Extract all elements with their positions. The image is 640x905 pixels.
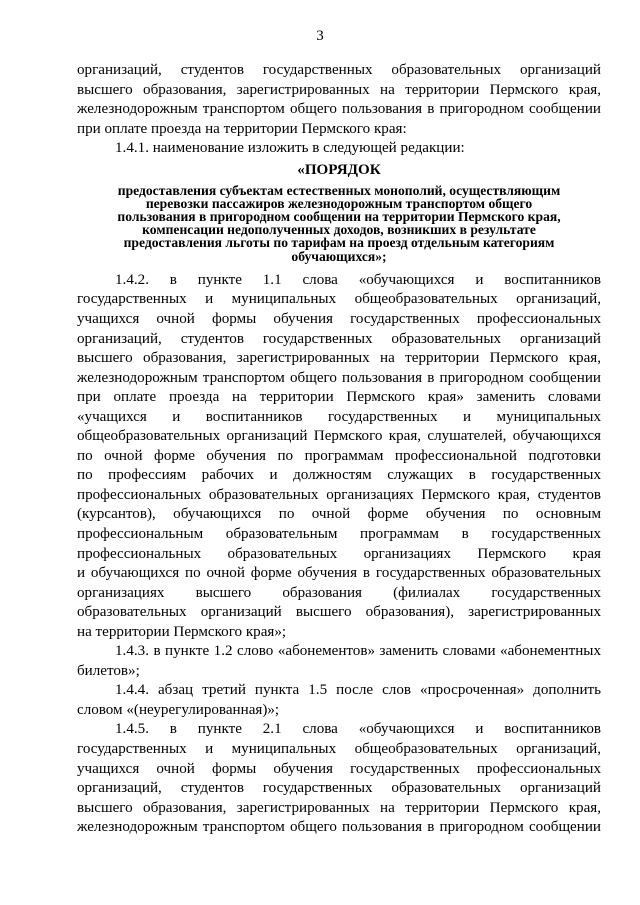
item-1-4-4: 1.4.4. абзац третий пункта 1.5 после слов «просроченная» дополнить [115,682,601,699]
order-subtitle-line: предоставления льготы по тарифам на проезд отдельным категориям [123,235,555,251]
text-line: учащихся очной формы обучения государственных профессиональных [77,760,601,777]
text-line: железнодорожным транспортом общего пользования в пригородном сообщении [77,101,601,118]
order-subtitle-line: пользования в пригородном сообщении на территории Пермского края, [117,209,561,225]
text-line: профессиональных образовательных организациях Пермского края [77,545,601,562]
text-line: железнодорожным транспортом общего пользования в пригородном сообщении [77,369,601,386]
item-1-4-2: 1.4.2. в пункте 1.1 слова «обучающихся и воспитанников [115,271,601,288]
text-line: профессиональным образовательным программам в государственных [77,525,601,542]
text-line: образовательных организаций высшего образования), зарегистрированных [77,604,601,621]
text-line: железнодорожным транспортом общего пользования в пригородном сообщении [77,819,601,836]
text-line: организаций, студентов государственных образовательных организаций [77,62,601,78]
text-line: организаций, студентов государственных образовательных организаций [77,330,601,347]
text-line: (курсантов), обучающихся по очной форме обучения по основным [77,506,601,523]
text-line: организаций, студентов государственных образовательных организаций [77,780,601,797]
text-line: по профессиям рабочих и должностям служащих в государственных [77,467,601,484]
order-subtitle-line: обучающихся»; [291,248,387,264]
text-line: при оплате проезда на территории Пермского края» заменить словами [77,389,601,406]
text-line: профессиональных образовательных организациях Пермского края, студентов [77,486,601,503]
order-subtitle-line: перевозки пассажиров железнодорожным транспортом общего [145,195,533,211]
item-1-4-3: 1.4.3. в пункте 1.2 слово «абонементов» заменить словами «абонементных [115,643,601,660]
text-line: билетов»; [77,662,140,679]
text-line: государственных и муниципальных общеобразовательных организаций, [77,291,601,308]
text-line: и обучающихся по очной форме обучения в государственных образовательных [77,565,601,582]
text-line: словом «(неурегулированная)»; [77,701,280,718]
text-line: государственных и муниципальных общеобразовательных организаций, [77,740,601,757]
text-line: на территории Пермского края»; [77,623,287,640]
order-subtitle-line: предоставления субъектам естественных монополий, осуществляющим [117,182,561,198]
text-line: высшего образования, зарегистрированных на территории Пермского края, [77,799,601,816]
item-1-4-5: 1.4.5. в пункте 2.1 слова «обучающихся и воспитанников [115,721,601,738]
document-body [77,61,601,838]
text-line: учащихся очной формы обучения государственных профессиональных [77,310,601,327]
order-title: «ПОРЯДОК [297,161,381,178]
text-line: высшего образования, зарегистрированных на территории Пермского края, [77,81,601,98]
text-line: организациях высшего образования (филиалах государственных [77,584,601,601]
text-line: по очной форме обучения по программам профессиональной подготовки [77,447,601,464]
text-line: при оплате проезда на территории Пермского края: [77,120,407,137]
order-subtitle-line: компенсации недополученных доходов, возникших в результате [142,222,536,238]
text-line: общеобразовательных организаций Пермского края, слушателей, обучающихся [77,428,601,445]
text-line: «учащихся и воспитанников государственных и муниципальных [77,408,601,425]
item-1-4-1: 1.4.1. наименование изложить в следующей редакции: [115,140,465,157]
page-number: 3 [316,28,324,44]
text-line: высшего образования, зарегистрированных на территории Пермского края, [77,350,601,367]
